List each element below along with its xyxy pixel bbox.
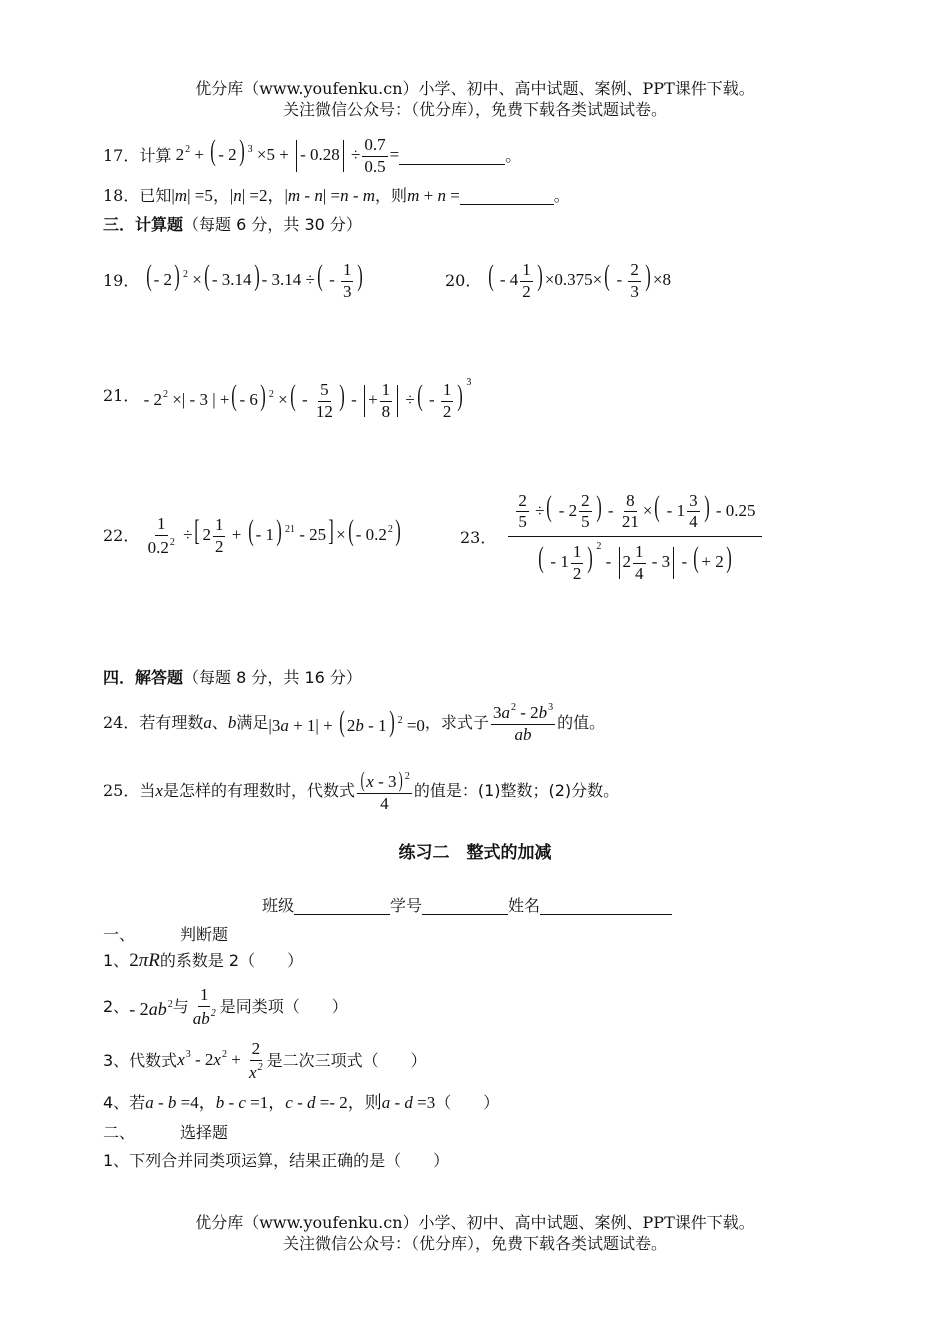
question-24: 24． 若有理数 a 、 b 满足 |3a + 1| + ( 2b - 1) $^2$ =0 ，求式子 $\frac{3a^2 - 2b^3}{ab}$ 的值。 xyxy=(103,701,606,744)
header-line-2: 关注微信公众号：（优分库），免费下载各类试题试卷。 xyxy=(282,100,667,119)
question-17: 17． 计算 $2^2$ + ( - 2) $^3$ ×5 + - 0.28 ÷ $\frac{0.7}{0.5}$ = 。 xyxy=(103,133,522,176)
student-id-blank[interactable] xyxy=(422,898,508,915)
judge-2: 2、 - $2ab^2$ 与 $\frac{1}{ab^2}$ 是同类项（ ） xyxy=(103,984,348,1028)
choice-1: 1、下列合并同类项运算，结果正确的是（ ） xyxy=(103,1151,450,1170)
judge-1: 1、 2πR 的系数是 2（ ） xyxy=(103,950,304,971)
q21-expression: - $2^2$ ×| - 3 | +( - 6) $^2$ ×( - $\frac{5}{12}$ ) - + $\frac{1}{8}$ ÷( - $\frac{1}{2}$ ) $^3$ xyxy=(139,377,472,421)
q24-condition: |3a + 1| + ( 2b - 1) $^2$ =0 xyxy=(268,705,425,738)
section-4-heading: 四．解答题 （每题 8 分，共 16 分） xyxy=(103,668,362,687)
question-18: 18． 已知 |m| =5，|n| =2，|m - n| =n - m ，则 m + n = 。 xyxy=(103,183,570,209)
q18-answer-blank[interactable] xyxy=(460,188,554,205)
student-info-line: 班级 学号 姓名 xyxy=(262,893,672,919)
question-20: 20． ( - 4 $\frac{1}{2}$ ) ×0.375×( - $\frac{2}{3}$ ) ×8 xyxy=(445,258,671,301)
q24-fraction: $\frac{3a^2 - 2b^3}{ab}$ xyxy=(492,701,554,744)
judge-4: 4、若 a - b =4，b - c =1，c - d =- 2，则a - d =3 （ ） xyxy=(103,1093,500,1112)
practice-2-title: 练习二 整式的加减 xyxy=(398,843,552,863)
judge-3: 3、代数式 $x^3 - 2x^2$ + $\frac{2}{x^2}$ 是二次三项式（ ） xyxy=(103,1038,427,1082)
q20-expression: ( - 4 $\frac{1}{2}$ ) ×0.375×( - $\frac{2}{3}$ ) ×8 xyxy=(487,258,671,301)
q23-expression: $\frac{2}{5}$ ÷( - 2 $\frac{2}{5}$ ) - $\frac{8}{21}$ ×( - 1 $\frac{3}{4}$ ) - 0.25 ( - 1 $\frac{1}{2}$ ) $^2$ - 2 $\frac{1}{4}$ - 3 - ( + 2) xyxy=(508,492,761,584)
question-21: 21． - $2^2$ ×| - 3 | +( - 6) $^2$ ×( - $\frac{5}{12}$ ) - + $\frac{1}{8}$ ÷( - $\frac{1}{2}$ ) $^3$ xyxy=(103,370,471,422)
q19-expression: ( - 2) $^2$ ×( - 3.14) - 3.14 ÷( - $\frac{1}{3}$ ) xyxy=(145,258,364,301)
question-25: 25． 当 x 是怎样的有理数时，代数式 $\frac{(x - 3) ^2}{4}$ 的值是：(1)整数；(2)分数。 xyxy=(103,766,620,813)
q18-conditions: |m| =5，|n| =2，|m - n| =n - m xyxy=(171,186,376,205)
part-2-heading: 二、 选择题 xyxy=(103,1123,229,1142)
name-blank[interactable] xyxy=(540,898,672,915)
footer-line-1: 优分库（www.youfenku.cn）小学、初中、高中试题、案例、PPT课件下载。 xyxy=(195,1213,755,1232)
q17-answer-blank[interactable] xyxy=(399,148,505,165)
question-19: 19． ( - 2) $^2$ ×( - 3.14) - 3.14 ÷( - $\frac{1}{3}$ ) xyxy=(103,255,365,307)
header-line-1: 优分库（www.youfenku.cn）小学、初中、高中试题、案例、PPT课件下载。 xyxy=(195,79,755,98)
footer-line-2: 关注微信公众号：（优分库），免费下载各类试题试卷。 xyxy=(282,1234,667,1253)
q17-expression: $2^2$ + ( - 2) $^3$ ×5 + - 0.28 ÷ $\frac{0.7}{0.5}$ = xyxy=(171,133,400,176)
question-22: 22． $\frac{1}{0.2^2}$ ÷[ 2 $\frac{1}{2}$ + ( - 1) $^{21}$ - 25] ×( - $0.2^2$) xyxy=(103,510,403,562)
question-23: 23． $\frac{2}{5}$ ÷( - 2 $\frac{2}{5}$ ) - $\frac{8}{21}$ ×( - 1 $\frac{3}{4}$ ) - 0.25 ( - 1 $\frac{1}{2}$ ) $^2$ - 2 $\frac{1}{4}$ - 3 - ( + 2) xyxy=(460,480,764,595)
q25-fraction: $\frac{(x - 3) ^2}{4}$ xyxy=(357,769,412,813)
q22-expression: $\frac{1}{0.2^2}$ ÷[ 2 $\frac{1}{2}$ + ( - 1) $^{21}$ - 25] ×( - $0.2^2$) xyxy=(147,513,401,557)
class-blank[interactable] xyxy=(294,898,390,915)
part-1-heading: 一、 判断题 xyxy=(103,925,229,944)
q18-target: m + n = xyxy=(407,186,460,205)
section-3-heading: 三．计算题 （每题 6 分，共 30 分） xyxy=(103,215,362,234)
